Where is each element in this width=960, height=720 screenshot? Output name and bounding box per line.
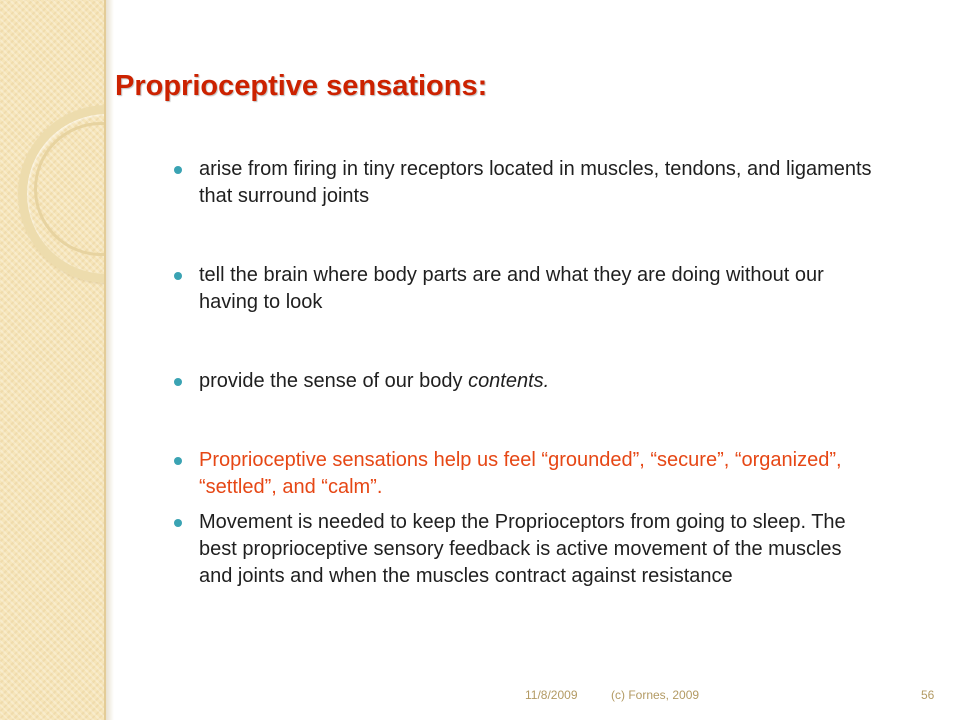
slide-title: Proprioceptive sensations: (115, 70, 488, 102)
bullet-text: Proprioceptive sensations help us feel “grounded”, “secure”, “organized”, “settled”, and “calm”. (199, 449, 842, 498)
bullet-dot-icon (174, 457, 182, 465)
bullet-dot-icon (174, 166, 182, 174)
bullet-emphasis-text: contents. (468, 370, 550, 392)
footer-date: 11/8/2009 (525, 688, 578, 702)
footer-page-number: 56 (921, 688, 935, 702)
bullet-text: tell the brain where body parts are and what they are doing without our having to look (199, 264, 824, 313)
bullet-item (172, 262, 872, 316)
bullet-dot-icon (174, 519, 182, 527)
bullet-dot-icon (174, 378, 182, 386)
footer-copyright: (c) Fornes, 2009 (611, 688, 700, 702)
sidebar-shadow (106, 0, 114, 720)
bullet-dot-icon (174, 272, 182, 280)
bullet-item (172, 156, 872, 210)
bullet-text: provide the sense of our body (199, 370, 469, 392)
bullet-item-highlight (172, 447, 872, 501)
slide-footer (0, 688, 960, 708)
bullet-item (172, 509, 872, 590)
decorative-sidebar (0, 0, 106, 720)
bullet-item (172, 368, 872, 395)
bullet-list (172, 156, 872, 590)
bullet-text: arise from firing in tiny receptors located in muscles, tendons, and ligaments that surround joints (199, 158, 872, 207)
bullet-text: Movement is needed to keep the Proprioceptors from going to sleep. The best proprioceptive sensory feedback is active movement of the muscles and joints and when the muscles contract against resistance (199, 511, 846, 587)
